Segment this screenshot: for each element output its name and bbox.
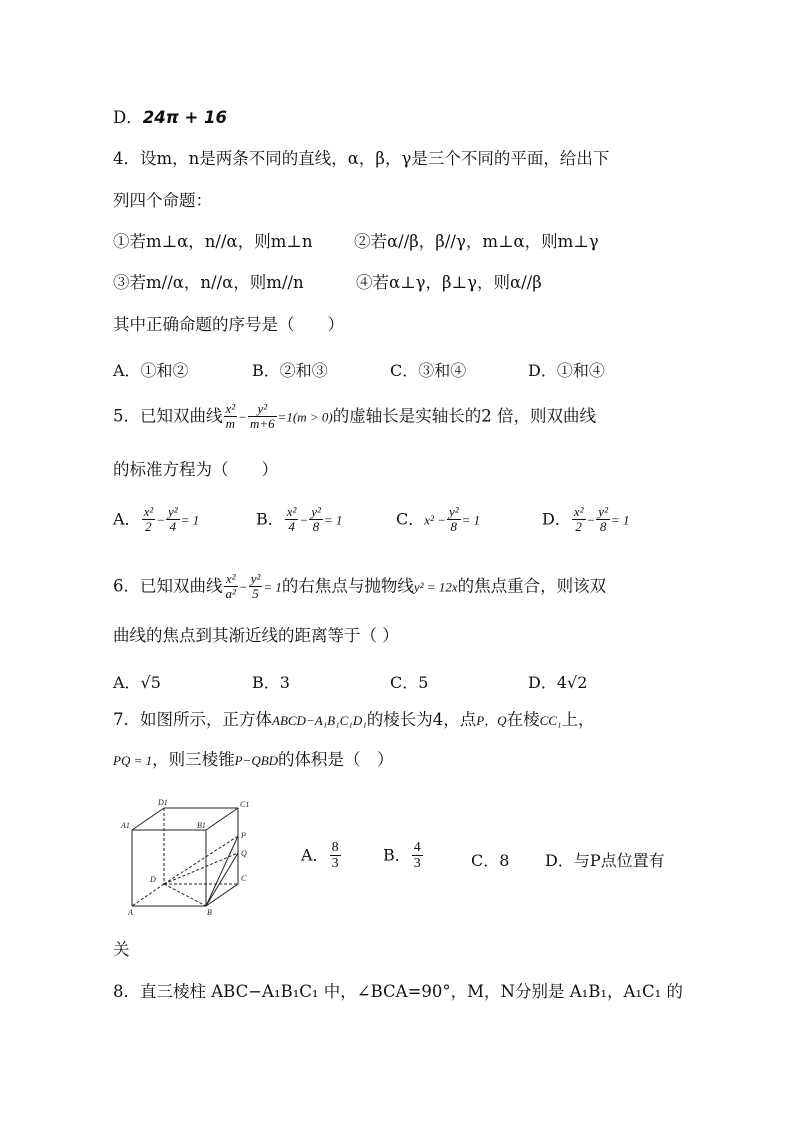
q4-option-a[interactable]: A．①和② [113,361,189,380]
q7-option-d-wrap: 关 [113,940,130,959]
q4-prop-3: ③若m//α，n//α，则m//n [113,273,304,292]
q7-option-b[interactable]: B． $\frac{4}{3}$ [383,840,421,872]
label-a: A [128,908,133,917]
q4-stem-line2: 列四个命题： [113,191,212,210]
q4-option-b[interactable]: B．②和③ [252,361,328,380]
q7-stem-line2: PQ = 1，则三棱锥P−QBD的体积是（ ） [113,750,394,769]
q5-stem-line1: 5．已知双曲线 $\frac{\text{x²}}{m}$ − $\frac{\text{y²}}{m+6}$ =1(m > 0)的虚轴长是实轴长的2 倍，则双曲线 [113,401,596,432]
label-q: Q [241,849,247,858]
q4-stem-line1: 4．设m，n是两条不同的直线，α，β，γ是三个不同的平面，给出下 [113,149,610,168]
q6-option-a[interactable]: A．√5 [113,673,161,692]
q3-option-d: D．24π + 16 [113,108,228,127]
q6-stem-line2: 曲线的焦点到其渐近线的距离等于（ ） [113,626,399,645]
q6-option-c[interactable]: C．5 [390,673,429,692]
label-c1: C1 [240,800,250,809]
q5-option-d[interactable]: D． $\frac{\text{x²}}{2}$ − $\frac{\text{y²}}{8}$ = 1 [542,504,630,535]
q4-option-c[interactable]: C．③和④ [390,361,467,380]
q5-option-b[interactable]: B． $\frac{\text{x²}}{4}$ − $\frac{\text{y²}}{8}$ = 1 [256,504,343,535]
q5-stem-line2: 的标准方程为（ ） [113,460,278,479]
q5-option-c[interactable]: C．x² − $\frac{\text{y²}}{8}$ = 1 [396,504,481,535]
q4-prop-4: ④若α⊥γ，β⊥γ，则α//β [356,273,542,292]
label-b1: B1 [197,821,206,830]
q7-option-c[interactable]: C．8 [471,851,510,870]
q8-stem-line1: 8．直三棱柱 ABC−A₁B₁C₁ 中，∠BCA=90°，M，N分别是 A₁B₁，A₁C₁ 的 [113,982,684,1001]
q7-option-d[interactable]: D．与P点位置有 [545,851,665,870]
q5-frac-x: $\frac{\text{x²}}{m}$ [225,401,236,432]
q4-option-d[interactable]: D．①和④ [528,361,605,380]
cube-figure [118,798,268,918]
q7-stem-line1: 7．如图所示，正方体ABCD−A₁B₁C₁D₁的棱长为4，点P，Q在棱CC₁上， [113,710,595,729]
q5-frac-y: $\frac{\text{y²}}{m+6}$ [249,401,275,432]
label-a1: A1 [121,821,130,830]
q6-frac-x: $\frac{\text{x²}}{\text{a²}}$ [225,571,236,602]
q6-frac-y: $\frac{\text{y²}}{5}$ [250,571,261,602]
q4-prop-1: ①若m⊥α，n//α，则m⊥n [113,232,313,251]
q4-prop-2: ②若α//β，β//γ，m⊥α，则m⊥γ [354,232,599,251]
q4-ask: 其中正确命题的序号是（ ） [113,315,344,334]
q5-option-a[interactable]: A． $\frac{\text{x²}}{2}$ − $\frac{\text{y²}}{4}$ = 1 [113,504,200,535]
label-d1: D1 [158,798,168,807]
q6-option-b[interactable]: B．3 [252,673,290,692]
q7-option-a[interactable]: A． $\frac{8}{3}$ [301,840,339,872]
q6-stem-line1: 6．已知双曲线 $\frac{\text{x²}}{\text{a²}}$ − $\frac{\text{y²}}{5}$ = 1的右焦点与抛物线y² = 12x的焦点重合，则该双 [113,571,607,602]
q6-option-d[interactable]: D．4√2 [528,673,588,692]
label-d: D [150,875,156,884]
label-b: B [207,908,212,917]
label-c: C [241,874,247,883]
label-p: P [241,831,246,840]
